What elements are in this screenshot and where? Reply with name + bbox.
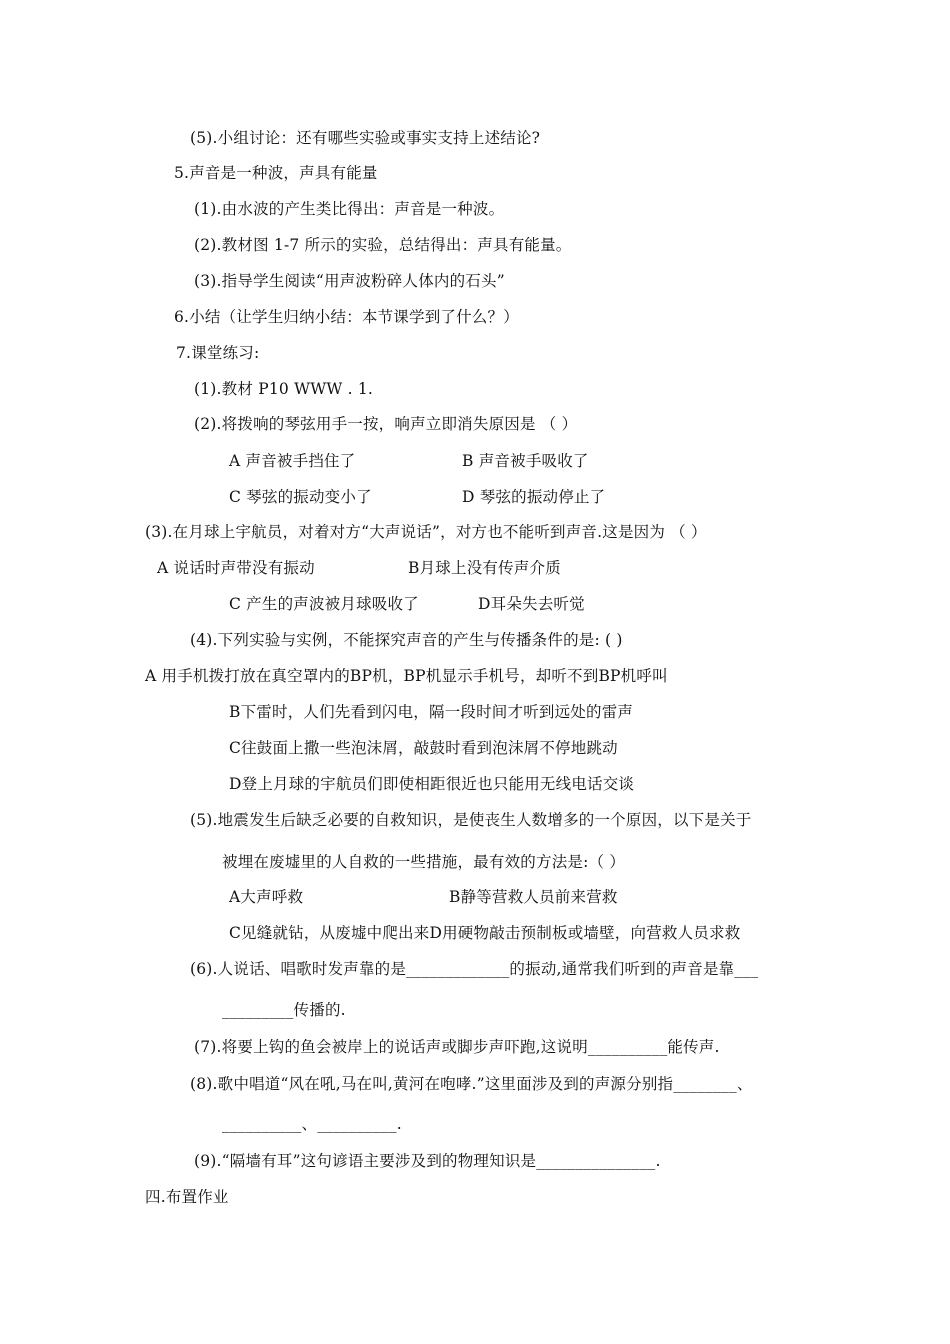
line-text: 5.声音是一种波，声具有能量 [174, 164, 378, 182]
line-text: (3).指导学生阅读“用声波粉碎人体内的石头” [194, 272, 505, 290]
option-b [462, 451, 589, 471]
fill-blank-line [190, 1074, 753, 1094]
option-b [449, 887, 618, 907]
line-text: 7.课堂练习: [176, 344, 260, 362]
line-text: 6.小结（让学生归纳小结：本节课学到了什么？） [174, 308, 519, 326]
line-text: (2).教材图 1-7 所示的实验，总结得出：声具有能量。 [194, 236, 572, 254]
text-line [190, 128, 540, 148]
option-text: B 声音被手吸收了 [462, 452, 589, 470]
option-d [462, 487, 605, 507]
option-c [229, 594, 419, 614]
option-a [229, 451, 355, 471]
option-text: C见缝就钻，从废墟中爬出来D用硬物敲击预制板或墙壁，向营救人员求救 [229, 924, 741, 942]
option-b [229, 702, 633, 722]
text-line [194, 379, 373, 399]
option-a [157, 558, 315, 578]
line-text: __________、__________. [222, 1115, 402, 1133]
line-text: (8).歌中唱道“风在吼,马在叫,黄河在咆哮.”这里面涉及到的声源分别指________、 [190, 1075, 753, 1093]
line-text: (3).在月球上宇航员，对着对方“大声说话”，对方也不能听到声音.这是因为 （ ） [145, 523, 707, 541]
option-text: B下雷时，人们先看到闪电，隔一段时间才听到远处的雷声 [229, 703, 634, 721]
fill-blank-line [222, 1000, 346, 1020]
text-line [194, 199, 504, 219]
option-d [478, 594, 585, 614]
option-text: D耳朵失去听觉 [478, 595, 585, 613]
option-text: A大声呼救 [229, 888, 304, 906]
line-text: 四.布置作业 [145, 1188, 229, 1206]
section-heading [176, 343, 259, 363]
fill-blank-line [190, 959, 758, 979]
section-heading [145, 1187, 229, 1207]
text-line [194, 271, 505, 291]
fill-blank-line [222, 1114, 402, 1134]
line-text: _________传播的. [222, 1001, 346, 1019]
fill-blank-line [194, 1037, 720, 1057]
option-c [229, 487, 372, 507]
line-text: (5).小组讨论：还有哪些实验或事实支持上述结论? [190, 129, 541, 147]
line-text: (9).“隔墙有耳”这句谚语主要涉及到的物理知识是_______________. [194, 1152, 661, 1170]
option-text: B月球上没有传声介质 [408, 559, 561, 577]
line-text: (5).地震发生后缺乏必要的自救知识，是使丧生人数增多的一个原因，以下是关于 [190, 811, 752, 829]
line-text: 被埋在废墟里的人自救的一些措施，最有效的方法是:（ ） [222, 853, 626, 871]
option-text: A 用手机拨打放在真空罩内的BP机，BP机显示手机号，却听不到BP机呼叫 [145, 667, 668, 685]
fill-blank-line [194, 1151, 661, 1171]
section-heading [174, 163, 378, 183]
question-line [145, 522, 707, 542]
option-d [229, 774, 634, 794]
section-heading [174, 307, 519, 327]
option-cd [229, 923, 740, 943]
question-line [194, 414, 577, 434]
option-c [229, 738, 618, 758]
line-text: (2).将拨响的琴弦用手一按，响声立即消失原因是 （ ） [194, 415, 578, 433]
line-text: (4).下列实验与实例，不能探究声音的产生与传播条件的是: ( ) [190, 631, 623, 649]
line-text: (6).人说话、唱歌时发声靠的是_____________的振动,通常我们听到的声音是靠___ [190, 960, 759, 978]
option-a [145, 666, 668, 686]
option-text: A 声音被手挡住了 [229, 452, 356, 470]
option-text: B静等营救人员前来营救 [449, 888, 618, 906]
option-text: C 琴弦的振动变小了 [229, 488, 372, 506]
option-text: A 说话时声带没有振动 [157, 559, 315, 577]
option-a [229, 887, 303, 907]
question-line [222, 852, 625, 872]
question-line [190, 810, 752, 830]
option-text: D登上月球的宇航员们即使相距很近也只能用无线电话交谈 [229, 775, 635, 793]
line-text: (1).由水波的产生类比得出：声音是一种波。 [194, 200, 505, 218]
text-line [194, 235, 572, 255]
option-text: C往鼓面上撒一些泡沫屑，敲鼓时看到泡沫屑不停地跳动 [229, 739, 618, 757]
question-line [190, 630, 623, 650]
option-b [408, 558, 561, 578]
line-text: (7).将要上钩的鱼会被岸上的说话声或脚步声吓跑,这说明__________能传声. [194, 1038, 720, 1056]
option-text: D 琴弦的振动停止了 [462, 488, 606, 506]
option-text: C 产生的声波被月球吸收了 [229, 595, 419, 613]
line-text: (1).教材 P10 WWW . 1. [194, 380, 374, 398]
